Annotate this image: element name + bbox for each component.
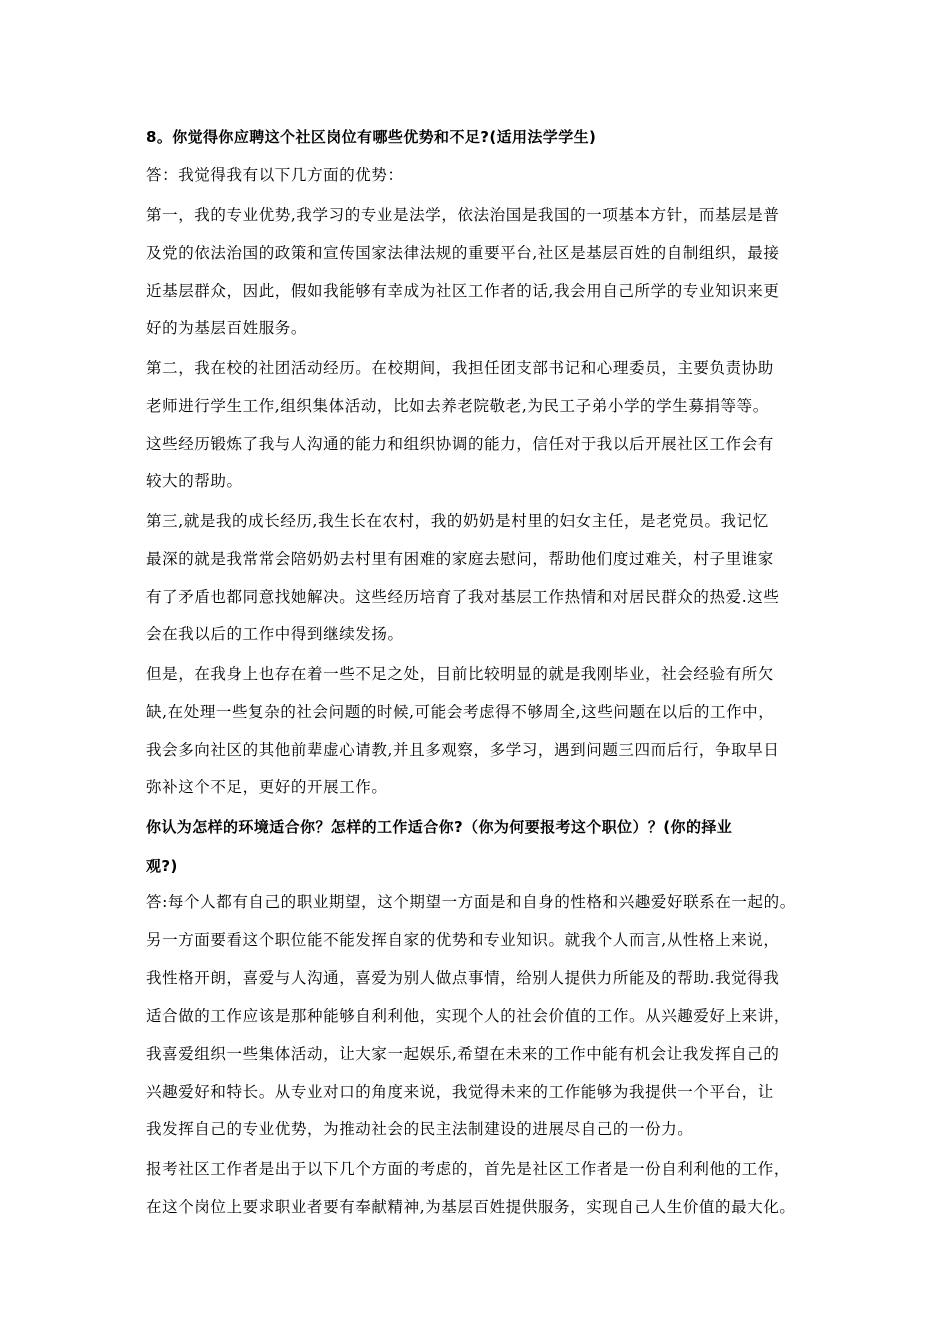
paragraph-line: 但是，在我身上也存在着一些不足之处，目前比较明显的就是我刚毕业，社会经验有所欠: [146, 665, 774, 683]
paragraph-line: 会在我以后的工作中得到继续发扬。: [146, 625, 404, 643]
paragraph-line: 报考社区工作者是出于以下几个方面的考虑的，首先是社区工作者是一份自利利他的工作，: [146, 1160, 791, 1178]
paragraph-line: 老师进行学生工作,组织集体活动，比如去养老院敬老,为民工子弟小学的学生募捐等等。: [146, 397, 769, 415]
paragraph-line: 答:每个人都有自己的职业期望，这个期望一方面是和自身的性格和兴趣爱好联系在一起的。: [146, 893, 796, 911]
paragraph-line: 及党的依法治国的政策和宣传国家法律法规的重要平台,社区是基层百姓的自制组织，最接: [146, 244, 780, 262]
paragraph-line: 缺,在处理一些复杂的社会问题的时候,可能会考虑得不够周全,这些问题在以后的工作中，: [146, 703, 775, 721]
paragraph-line: 我喜爱组织一些集体活动，让大家一起娱乐,希望在未来的工作中能有机会让我发挥自己的: [146, 1045, 780, 1063]
paragraph-line: 我性格开朗，喜爱与人沟通，喜爱为别人做点事情，给别人提供力所能及的帮助.我觉得我: [146, 969, 780, 987]
paragraph-line: 有了矛盾也都同意找她解决。这些经历培育了我对基层工作热情和对居民群众的热爱.这些: [146, 588, 780, 606]
question-heading: 8。你觉得你应聘这个社区岗位有哪些优势和不足?(适用法学学生): [146, 128, 597, 146]
paragraph-line: 弥补这个不足，更好的开展工作。: [146, 778, 388, 796]
paragraph-line: 兴趣爱好和特长。从专业对口的角度来说，我觉得未来的工作能够为我提供一个平台，让: [146, 1083, 774, 1101]
paragraph-line: 近基层群众，因此，假如我能够有幸成为社区工作者的话,我会用自己所学的专业知识来更: [146, 282, 780, 300]
question-heading: 观?): [146, 857, 178, 875]
paragraph-line: 第二，我在校的社团活动经历。在校期间，我担任团支部书记和心理委员，主要负责协助: [146, 359, 774, 377]
paragraph-line: 另一方面要看这个职位能不能发挥自家的优势和专业知识。就我个人而言,从性格上来说，: [146, 931, 780, 949]
paragraph-line: 好的为基层百姓服务。: [146, 319, 308, 337]
question-heading: 你认为怎样的环境适合你？怎样的工作适合你?（你为何要报考这个职位）？(你的择业: [146, 818, 733, 836]
paragraph-line: 我会多向社区的其他前辈虚心请教,并且多观察，多学习，遇到问题三四而后行，争取早日: [146, 741, 780, 759]
paragraph-line: 我发挥自己的专业优势，为推动社会的民主法制建设的进展尽自己的一份力。: [146, 1120, 694, 1138]
answer-intro: 答：我觉得我有以下几方面的优势：: [146, 166, 404, 184]
paragraph-line: 适合做的工作应该是那种能够自利利他，实现个人的社会价值的工作。从兴趣爱好上来讲，: [146, 1007, 791, 1025]
paragraph-line: 这些经历锻炼了我与人沟通的能力和组织协调的能力，信任对于我以后开展社区工作会有: [146, 435, 774, 453]
paragraph-line: 第三,就是我的成长经历,我生长在农村，我的奶奶是村里的妇女主任，是老党员。我记忆: [146, 512, 769, 530]
paragraph-line: 在这个岗位上要求职业者要有奉献精神,为基层百姓提供服务，实现自己人生价值的最大化。: [146, 1198, 796, 1216]
paragraph-line: 最深的就是我常常会陪奶奶去村里有困难的家庭去慰问，帮助他们度过难关，村子里谁家: [146, 550, 774, 568]
paragraph-line: 较大的帮助。: [146, 472, 243, 490]
paragraph-line: 第一，我的专业优势,我学习的专业是法学，依法治国是我国的一项基本方针，而基层是普: [146, 206, 780, 224]
